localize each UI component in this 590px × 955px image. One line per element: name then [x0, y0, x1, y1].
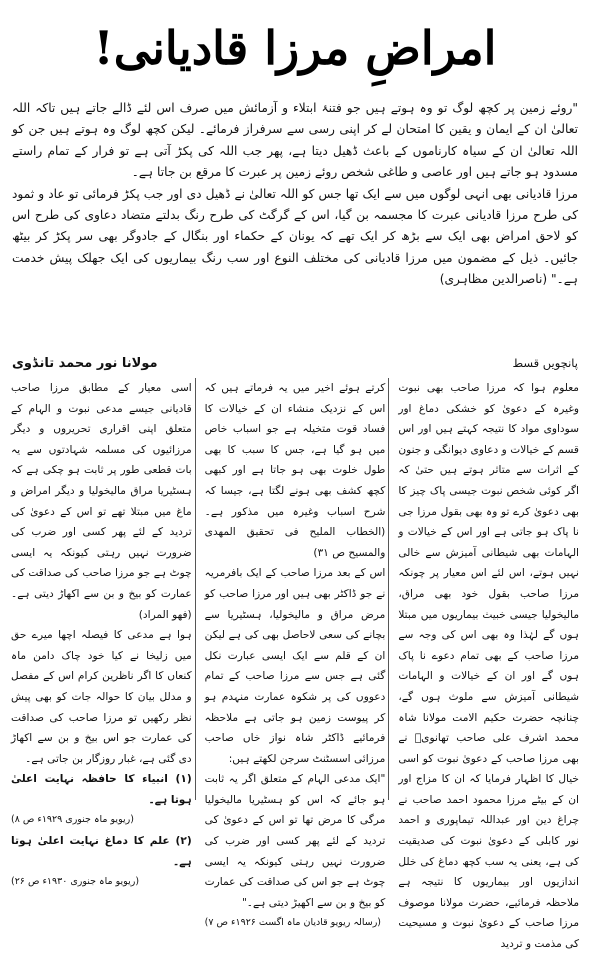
column-paragraph: معلوم ہوا کہ مرزا صاحب بھی نبوت وغیرہ کے دعویٰ کو خشکی دماغ اور سوداوی مواد کا نتیجہ کہتے ہیں اور اس قسم کے خیالات و دعاوی دیوانگی و جنون کے اثرات سے متاثر ہوتے ہیں حتیٰ کہ اگر کوئی شخص نبوت جیسی پاک چیز کا بھی دعویٰ کرے تو وہ بھی بقول مرزا جی نا پاک ہو جاتی ہے اور اس کے خیالات و الہامات بھی شیطانی آمیزش سے خالی نہیں ہوتے، اس لئے اس معیار پر چونکہ مرزا صاحب بقول خود بھی مراق، مالیخولیا جیسی خبیث بیماریوں میں مبتلا ہوں گے لہٰذا وہ بھی اس کی وجہ سے مرزا صاحب کے بھی تمام دعوے نا پاک ہوں گے اور ان کے خیالات و الہامات شیطانی آمیزش سے ملوث ہوں گے، چنانچہ حضرت حکیم الامت مولانا شاہ محمد اشرف علی صاحب تھانویؒ نے بھی مرزا صاحب کے دعویٰ نبوت کو اسی خیال کا اظہار فرمایا کہ ان کا مزاج اور ان کے بیٹے مرزا محمود احمد صاحب نے چراغ دین اور عبداللہ تیماپوری و احمد نور کابلی کے دعویٰ نبوت کی صدیقیت کی ہے، یعنی یہ سب کچھ دماغ کی خلل اندازیوں اور بیماریوں کا نتیجہ ہے ملاحظہ فرمائیے، حضرت مولانا موصوف مرزا صاحب کے دعویٰ نبوت و مسیحیت کی مذمت و تردید	[398, 382, 579, 951]
citation: (ریویو ماہ جنوری ۱۹۲۹ء ص ۸)	[10, 814, 134, 826]
column-paragraph: کرتے ہوئے اخیر میں یہ فرماتے ہیں کہ اس کے نزدیک منشاء ان کے خیالات کا فساد قوت متخیلہ ہے جو اسباب خاص میں ہو گیا ہے، جس کا سبب کا بھی طول خلوت بھی ہو جاتا ہے اور کبھی کچھ کشف بھی ہونے لگتا ہے، جیسا کہ شرح اسباب وغیرہ میں مذکور ہے۔ (الخطاب المليح فى تحقيق المهدى والمسيح ص ٣١)	[204, 382, 386, 559]
intro-box	[12, 98, 578, 328]
citation: (رسالہ ریویو قادیان ماہ اگست ۱۹۲۶ء ص ۷)	[204, 917, 382, 929]
column-quote: "ایک مدعی الہام کے متعلق اگر یہ ثابت ہو جائے کہ اس کو ہسٹیریا مالیخولیا مرگی کا مرض تھا تو اس کے دعویٰ کی تردید کے لئے پھر کسی اور ضرب کی ضرورت نہیں رہتی کیونکہ یہ ایسی چوٹ ہے جو اس کی صداقت کی عمارت کو بیخ و بن سے اکھیڑ دیتی ہے۔"	[204, 773, 386, 909]
episode-label: پانچویں قسط	[512, 356, 578, 370]
intro-paragraph: مرزا قادیانی بھی انہی لوگوں میں سے ایک تھا جس کو اللہ تعالیٰ نے ڈھیل دی اور جب پکڑ فرمائی تو عاد و ثمود کی طرح مرزا قادیانی عبرت کا مجسمہ بن گیا، اس کے گرگٹ کی طرح رنگ بدلتے متضاد دعاوی کی طرح اس کو لاحق امراض بھی ایک سے بڑھ کر ایک تھے کہ یونان کے حکماء اور بنگال کے جادوگر بھی سر پکڑ کر بیٹھ جائیں۔ ذیل کے مضمون میں مرزا قادیانی کی مختلف النوع اور سب رنگ بیماریوں کی ایک جھلک پیش خدمت ہے۔" (ناصرالدین مظاہری)	[12, 186, 578, 287]
column-middle	[202, 378, 390, 929]
column-paragraph: اس کے بعد مرزا صاحب کے ایک بافرمریہ نے جو ڈاکٹر بھی ہیں اور مرزا صاحب کو مرض مراق و مالیخولیا، ہسٹیریا سے بچانے کی سعی لاحاصل بھی کی ہے لیکن ان کے قلم سے ایک ایسی عبارت نکل گئی ہے جس سے مرزا صاحب کے تمام دعووں کی پر شکوہ عمارت منہدم ہو کر پیوست زمین ہو جاتی ہے ملاحظہ فرمائیے ڈاکٹر شاہ نواز خاں صاحب مرزائی اسسٹنٹ سرجن لکھتے ہیں:	[204, 567, 386, 765]
article-title: امراضِ مرزا قادیانی!	[93, 21, 497, 75]
list-item: (۱) انبیاء کا حافظہ نہایت اعلیٰ ہوتا ہے۔	[10, 773, 192, 806]
column-paragraph: ہوا ہے مدعی کا فیصلہ اچھا میرے حق میں زلیخا نے کیا خود چاک دامن ماہ کنعاں کا اگر ناظرین کرام اس کے مفصل و مدلل بیان کا حوالہ جات کو بھی پیش نظر رکھیں تو مرزا صاحب کی صداقت کی عمارت جو اس بیخ و بن سے اکھاڑ دی گئی ہے، غبار روزگار بن جاتی ہے۔	[10, 629, 192, 765]
author-byline: مولانا نور محمد تانڈوی	[12, 355, 158, 371]
byline-row	[12, 352, 578, 374]
citation: (ریویو ماہ جنوری ۱۹۳۰ء ص ۲۶)	[10, 876, 140, 888]
list-item: (۲) علم کا دماغ نہایت اعلیٰ ہوتا ہے۔	[10, 835, 192, 868]
intro-paragraph: "روئے زمین پر کچھ لوگ تو وہ ہوتے ہیں جو فتنۂ ابتلاء و آزمائش میں صرف اس لئے ڈالے جاتے ہیں تاکہ اللہ تعالیٰ ان کے ایمان و یقین کا امتحان لے کر اپنی رسی سے سرفراز فرمائے۔ لیکن کچھ لوگ وہ ہوتے ہیں جن کو اللہ تعالیٰ ان کے سیاہ کارناموں کے باعث ڈھیل دیتا ہے، پھر جب اللہ کی پکڑ آتی ہے تو فرار کے تمام راستے مسدود ہو جاتے ہیں اور عاصی و طاغی شخص روئے زمین پر عبرت کا مرقع بن جاتا ہے۔	[12, 101, 578, 180]
column-paragraph: اسی معیار کے مطابق مرزا صاحب قادیانی جیسے مدعی نبوت و الہام کے متعلق اپنی اقراری تحریروں و دیگر مرزائیوں کی مسلمہ شہادتوں سے یہ بات قطعی طور پر ثابت ہو چکی ہے کہ ہسٹیریا مراق مالیخولیا و دیگر امراض و ماغ میں مبتلا تھے تو اس کے دعویٰ کی تردید کے لئے پھر کسی اور ضرب کی ضرورت نہیں رہتی کیونکہ یہ ایسی چوٹ ہے جو مرزا صاحب کی صداقت کی عمارت کو بیخ و بن سے اکھاڑ دیتی ہے۔ (فهو المراد)	[10, 382, 192, 621]
column-left	[8, 378, 196, 888]
article-columns	[8, 378, 582, 951]
column-right	[395, 378, 582, 951]
